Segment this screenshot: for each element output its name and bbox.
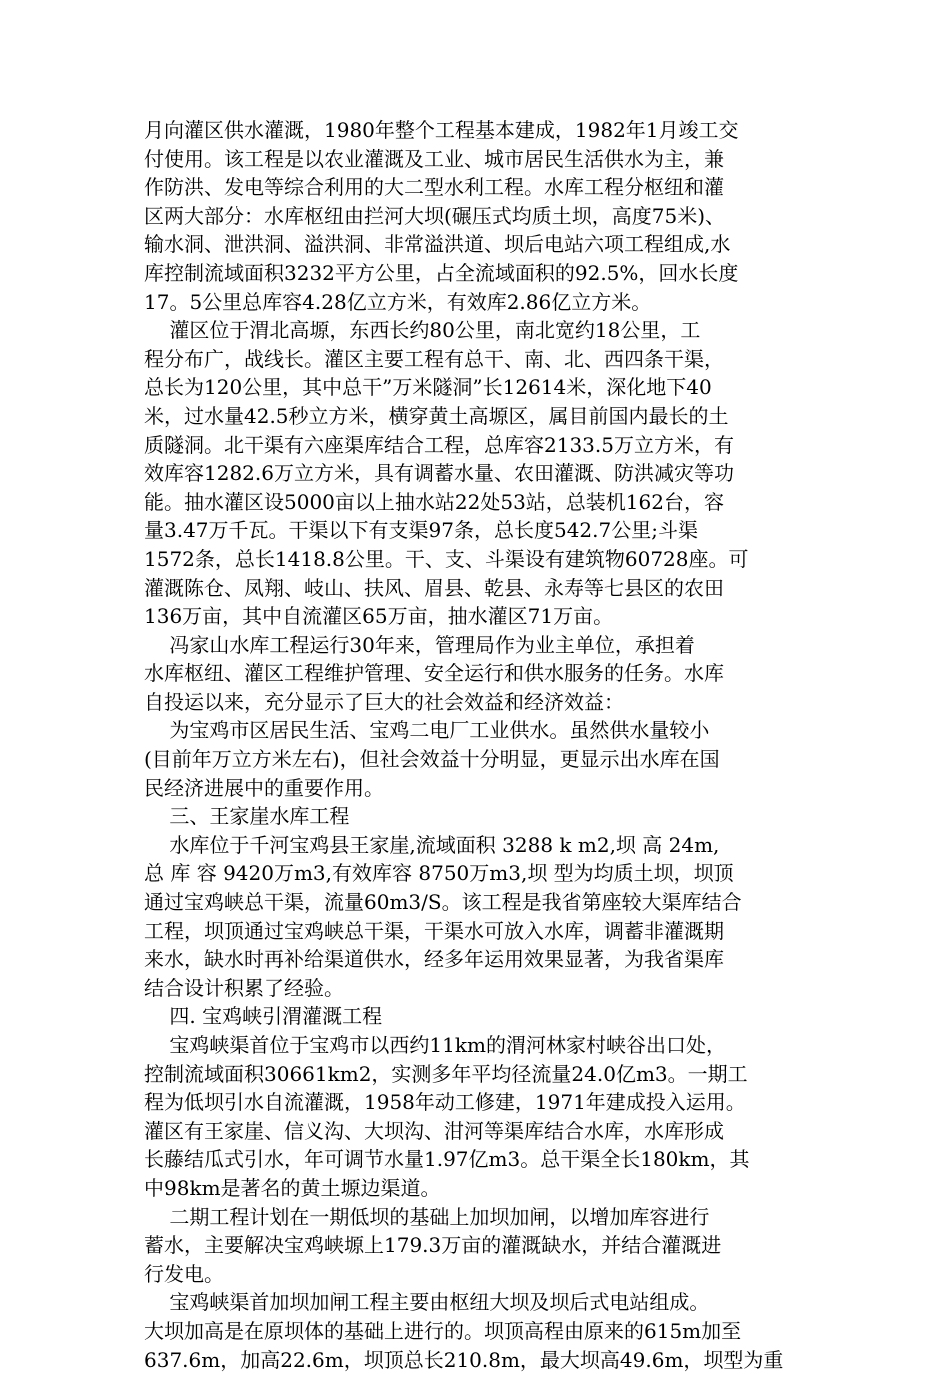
text-line: 水库位于千河宝鸡县王家崖,流域面积 3288 k m2,坝 高 24m,: [144, 832, 720, 857]
text-line: 总长为120公里，其中总干”万米隧洞”长12614米，深化地下40: [144, 375, 712, 400]
text-line: 库控制流域面积3232平方公里，占全流域面积的92.5%，回水长度: [144, 260, 739, 285]
text-line: 宝鸡峡渠首位于宝鸡市以西约11km的渭河林家村峡谷出口处，: [144, 1033, 726, 1057]
text-line: 能。抽水灌区设5000亩以上抽水站22处53站，总装机162台，容: [144, 489, 724, 514]
section-heading: 三、王家崖水库工程: [144, 804, 350, 829]
text-line: 水库枢纽、灌区工程维护管理、安全运行和供水服务的任务。水库: [144, 661, 724, 686]
text-line: 中98km是著名的黄土塬边渠道。: [144, 1175, 441, 1200]
text-line: 自投运以来，充分显示了巨大的社会效益和经济效益：: [144, 689, 624, 714]
text-line: 程分布广，战线长。灌区主要工程有总干、南、北、西四条干渠，: [144, 346, 724, 371]
text-line: 作防洪、发电等综合利用的大二型水利工程。水库工程分枢纽和灌: [144, 175, 724, 200]
text-line: 月向灌区供水灌溉，1980年整个工程基本建成，1982年1月竣工交: [144, 118, 739, 142]
text-line: 为宝鸡市区居民生活、宝鸡二电厂工业供水。虽然供水量较小: [144, 718, 710, 743]
text-line: 总 库 容 9420万m3,有效库容 8750万m3,坝 型为均质土坝，坝顶: [144, 861, 734, 886]
text-line: 控制流域面积30661km2，实测多年平均径流量24.0亿m3。一期工: [144, 1061, 748, 1086]
section-heading: 四. 宝鸡峡引渭灌溉工程: [144, 1004, 383, 1029]
text-line: 灌区有王家崖、信义沟、大坝沟、泔河等渠库结合水库，水库形成: [144, 1118, 724, 1143]
text-line: 结合设计积累了经验。: [144, 975, 344, 1000]
text-line: 1572条，总长1418.8公里。干、支、斗渠设有建筑物60728座。可: [144, 546, 749, 571]
text-line: 质隧洞。北干渠有六座渠库结合工程，总库容2133.5万立方米，有: [144, 432, 734, 457]
document-page: [144, 116, 814, 1374]
text-line: 米，过水量42.5秒立方米，横穿黄土高塬区，属目前国内最长的土: [144, 403, 729, 428]
text-line: 通过宝鸡峡总干渠，流量60m3/S。该工程是我省第座较大渠库结合: [144, 890, 742, 915]
text-line: 17。5公里总库容4.28亿立方米，有效库2.86亿立方米。: [144, 289, 652, 314]
text-line: 灌区位于渭北高塬，东西长约80公里，南北宽约18公里，工: [144, 318, 701, 343]
text-line: 民经济进展中的重要作用。: [144, 775, 384, 800]
text-line: 637.6m，加高22.6m，坝顶总长210.8m，最大坝高49.6m，坝型为重: [144, 1347, 784, 1372]
text-line: 输水洞、泄洪洞、溢洪洞、非常溢洪道、坝后电站六项工程组成,水: [144, 232, 731, 257]
text-line: 136万亩，其中自流灌区65万亩，抽水灌区71万亩。: [144, 604, 614, 629]
text-line: 灌溉陈仓、凤翔、岐山、扶风、眉县、乾县、永寿等七县区的农田: [144, 575, 724, 600]
text-line: 冯家山水库工程运行30年来，管理局作为业主单位，承担着: [144, 632, 695, 657]
text-line: 行发电。: [144, 1261, 224, 1286]
text-line: 来水，缺水时再补给渠道供水，经多年运用效果显著，为我省渠库: [144, 947, 724, 972]
text-line: 程为低坝引水自流灌溉，1958年动工修建，1971年建成投入运用。: [144, 1090, 746, 1115]
text-line: 二期工程计划在一期低坝的基础上加坝加闸，以增加库容进行: [144, 1204, 710, 1229]
text-line: 长藤结瓜式引水，年可调节水量1.97亿m3。总干渠全长180km，其: [144, 1147, 750, 1172]
text-line: 量3.47万千瓦。干渠以下有支渠97条，总长度542.7公里;斗渠: [144, 518, 698, 543]
text-line: 区两大部分：水库枢纽由拦河大坝(碾压式均质土坝，高度75米)、: [144, 203, 726, 228]
text-line: 工程，坝顶通过宝鸡峡总干渠，干渠水可放入水库，调蓄非灌溉期: [144, 918, 724, 943]
text-line: 宝鸡峡渠首加坝加闸工程主要由枢纽大坝及坝后式电站组成。: [144, 1290, 710, 1315]
text-line: 蓄水，主要解决宝鸡峡塬上179.3万亩的灌溉缺水，并结合灌溉进: [144, 1233, 722, 1258]
text-line: 效库容1282.6万立方米，具有调蓄水量、农田灌溉、防洪减灾等功: [144, 461, 734, 486]
text-line: 付使用。该工程是以农业灌溉及工业、城市居民生活供水为主，兼: [144, 146, 724, 171]
text-line: (目前年万立方米左右)，但社会效益十分明显，更显示出水库在国: [144, 747, 720, 772]
text-line: 大坝加高是在原坝体的基础上进行的。坝顶高程由原来的615m加至: [144, 1318, 742, 1343]
